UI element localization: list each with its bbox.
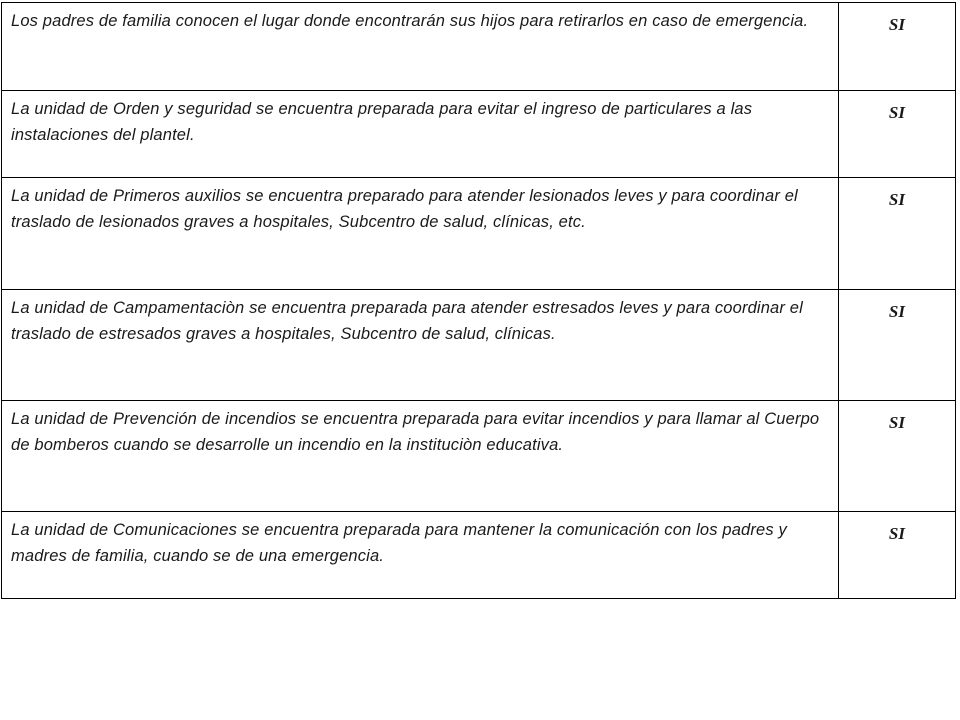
answer-cell xyxy=(838,290,955,401)
table-row xyxy=(2,3,956,91)
answer-cell xyxy=(838,178,955,290)
description-cell xyxy=(2,178,839,290)
checklist-table xyxy=(1,2,956,599)
answer-cell xyxy=(838,512,955,599)
answer-value: SI xyxy=(888,413,905,432)
description-text: Los padres de familia conocen el lugar donde encontrarán sus hijos para retirarlos en caso de emergencia. xyxy=(11,12,809,30)
description-text: La unidad de Campamentaciòn se encuentra preparada para atender estresados leves y para coordinar el traslado de estresados graves a hospitales, Subcentro de salud, clínicas. xyxy=(11,299,803,343)
answer-cell xyxy=(838,3,955,91)
description-cell xyxy=(2,512,839,599)
table-row xyxy=(2,401,956,512)
answer-cell xyxy=(838,91,955,178)
description-text: La unidad de Primeros auxilios se encuentra preparado para atender lesionados leves y para coordinar el traslado de lesionados graves a hospitales, Subcentro de salud, clínicas, etc. xyxy=(11,187,798,231)
answer-cell xyxy=(838,401,955,512)
table-row xyxy=(2,512,956,599)
answer-value: SI xyxy=(888,15,905,34)
answer-value: SI xyxy=(888,524,905,543)
description-cell xyxy=(2,290,839,401)
table-row xyxy=(2,290,956,401)
answer-value: SI xyxy=(888,302,905,321)
table-row xyxy=(2,178,956,290)
answer-value: SI xyxy=(888,103,905,122)
description-text: La unidad de Prevención de incendios se encuentra preparada para evitar incendios y para llamar al Cuerpo de bomberos cuando se desarrolle un incendio en la instituciòn educativa. xyxy=(11,410,820,454)
table-row xyxy=(2,91,956,178)
description-cell xyxy=(2,3,839,91)
description-cell xyxy=(2,401,839,512)
description-text: La unidad de Comunicaciones se encuentra preparada para mantener la comunicación con los padres y madres de familia, cuando se de una emergencia. xyxy=(11,521,787,565)
description-text: La unidad de Orden y seguridad se encuentra preparada para evitar el ingreso de particulares a las instalaciones del plantel. xyxy=(11,100,753,144)
description-cell xyxy=(2,91,839,178)
answer-value: SI xyxy=(888,190,905,209)
